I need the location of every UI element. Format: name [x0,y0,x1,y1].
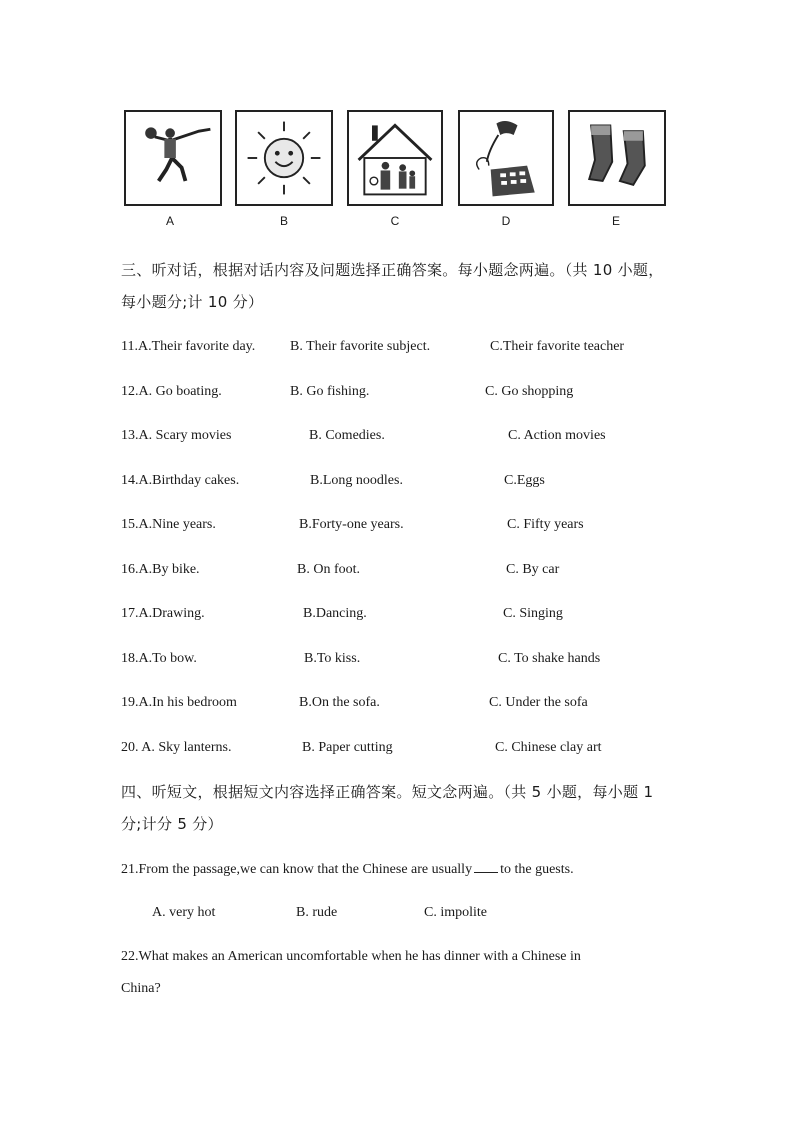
option-c: C. Chinese clay art [495,740,602,755]
smiling-sun-icon [237,112,331,204]
option-c: C. Go shopping [485,384,574,399]
section-3-heading-line-1: 三、听对话，根据对话内容及问题选择正确答案。每小题念两遍。（共 10 小题， [121,261,664,279]
option-c: C. By car [506,562,560,577]
option-b: B. Go fishing. [290,384,370,399]
option-b: B.Forty-one years. [299,517,404,532]
question-12 [121,384,681,404]
option-b: B.To kiss. [304,651,361,666]
question-16 [121,562,681,582]
question-14 [121,473,681,493]
telephone-icon [460,112,552,204]
picture-label-e: E [611,214,620,228]
option-c: C. Under the sofa [489,695,588,710]
question-21-text-after: to the guests. [500,862,574,877]
answer-blank [474,860,498,873]
picture-label-b: B [279,214,288,228]
option-c: C. Singing [503,606,563,621]
option-b: B. rude [296,905,338,920]
question-21-text-before: 21.From the passage,we can know that the Chinese are usually [121,862,473,877]
question-18 [121,651,681,671]
picture-e [568,110,666,206]
option-b: B. On foot. [297,562,360,577]
option-b: B.Dancing. [303,606,367,621]
option-c: C. impolite [424,905,487,920]
picture-label-a: A [165,214,174,228]
option-c: C. Action movies [508,428,606,443]
picture-label-d: D [501,214,511,228]
option-a: A. very hot [152,905,216,920]
option-a: 11.A.Their favorite day. [121,339,256,354]
section-4-heading-line-2: 分;计分 5 分） [121,815,223,833]
option-a: 15.A.Nine years. [121,517,216,532]
question-13 [121,428,681,448]
question-15 [121,517,681,537]
option-c: C. To shake hands [498,651,601,666]
picture-a [124,110,222,206]
question-20 [121,740,681,760]
question-21-options [121,905,681,925]
basketball-player-icon [126,112,220,204]
option-a: 12.A. Go boating. [121,384,222,399]
option-b: B. Their favorite subject. [290,339,431,354]
question-22-line-2: China? [121,981,161,996]
option-a: 19.A.In his bedroom [121,695,237,710]
picture-b [235,110,333,206]
option-b: B. Comedies. [309,428,385,443]
question-19 [121,695,681,715]
option-c: C.Eggs [504,473,545,488]
option-c: C.Their favorite teacher [490,339,625,354]
option-a: 18.A.To bow. [121,651,197,666]
option-b: B.Long noodles. [310,473,403,488]
question-11 [121,339,681,359]
question-21-stem [121,860,574,878]
option-b: B.On the sofa. [299,695,380,710]
picture-d [458,110,554,206]
section-3-heading-line-2: 每小题分;计 10 分） [121,293,264,311]
option-b: B. Paper cutting [302,740,393,755]
picture-label-c: C [390,214,400,228]
family-house-icon [349,112,441,204]
question-22-line-1: 22.What makes an American uncomfortable when he has dinner with a Chinese in [121,949,581,964]
socks-icon [570,112,664,204]
option-a: 20. A. Sky lanterns. [121,740,232,755]
option-a: 16.A.By bike. [121,562,200,577]
picture-c [347,110,443,206]
question-17 [121,606,681,626]
section-4-heading-line-1: 四、听短文，根据短文内容选择正确答案。短文念两遍。（共 5 小题，每小题 1 [121,783,654,801]
option-a: 14.A.Birthday cakes. [121,473,240,488]
option-a: 17.A.Drawing. [121,606,205,621]
option-a: 13.A. Scary movies [121,428,232,443]
option-c: C. Fifty years [507,517,584,532]
